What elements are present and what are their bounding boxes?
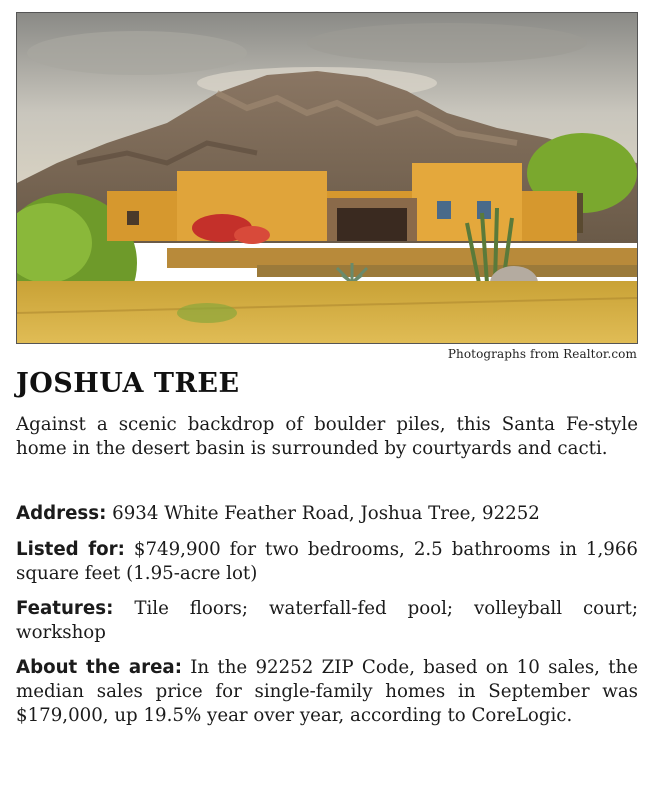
listed-value: $749,900 for two bedrooms, 2.5 bathrooms in 1,966 square feet (1.95-acre lot) [16, 539, 638, 584]
house-photo-illustration [17, 13, 637, 343]
about-paragraph [16, 656, 638, 728]
about-label: About the area: [16, 657, 182, 678]
photo-credit: Photographs from Realtor.com [447, 347, 637, 361]
listed-label: Listed for: [16, 539, 125, 560]
address-paragraph [16, 502, 638, 526]
listed-paragraph [16, 538, 638, 586]
address-label: Address: [16, 503, 107, 524]
features-paragraph [16, 597, 638, 645]
address-value: 6934 White Feather Road, Joshua Tree, 92252 [112, 503, 540, 524]
listing-photo [16, 12, 638, 344]
features-value: Tile floors; waterfall-fed pool; volleyball court; workshop [16, 598, 638, 643]
headline: JOSHUA TREE [16, 368, 240, 399]
features-label: Features: [16, 598, 114, 619]
intro-paragraph: Against a scenic backdrop of boulder piles, this Santa Fe-style home in the desert basin is surrounded by courtyards and cacti. [16, 414, 638, 459]
about-value: In the 92252 ZIP Code, based on 10 sales, the median sales price for single-family homes in September was $179,000, up 19.5% year over year, according to CoreLogic. [16, 657, 638, 726]
